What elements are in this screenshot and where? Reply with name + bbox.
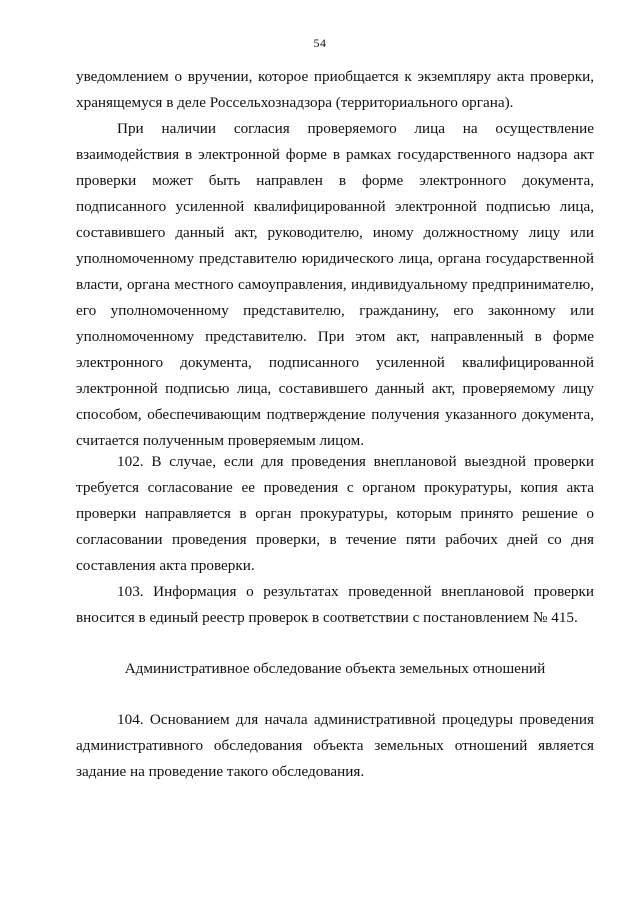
paragraph-text: 103. Информация о результатах проведенной внеплановой проверки вносится в единый реестр проверок в соответствии с постановлением № 415. [76,583,594,626]
paragraph-text: 104. Основанием для начала административной процедуры проведения административного обследования объекта земельных отношений является задание на проведение такого обследования. [76,711,594,780]
paragraph-text: При наличии согласия проверяемого лица на осуществление взаимодействия в электронной форме в рамках государственного надзора акт проверки может быть направлен в форме электронного документа, подписанного усиленной квалифицированной электронной подписью лица, составившего данный акт, руководителю, иному должностному лицу или уполномоченному представителю юридического лица, органа государственной власти, органа местного самоуправления, индивидуальному предпринимателю, его уполномоченному представителю, гражданину, его законному или уполномоченному представителю. При этом акт, направленный в форме электронного документа, подписанного усиленной квалифицированной электронной подписью лица, составившего данный акт, проверяемому лицу способом, обеспечивающим подтверждение получения указанного документа, считается полученным проверяемым лицом. [76,120,594,449]
page-number: 54 [313,36,327,50]
section-heading: Административное обследование объекта земельных отношений [124,660,546,677]
paragraph-electronic-act [76,116,594,454]
paragraph-104 [76,707,594,785]
paragraph-102 [76,449,594,579]
paragraph-103 [76,579,594,631]
paragraph-text: 102. В случае, если для проведения внеплановой выездной проверки требуется согласование ее проведения с органом прокуратуры, копия акта проверки направляется в орган прокуратуры, которым принято решение о согласовании проведения проверки, в течение пяти рабочих дней со дня составления акта проверки. [76,453,594,574]
paragraph-continuation [76,64,594,116]
paragraph-text: уведомлением о вручении, которое приобщается к экземпляру акта проверки, хранящемуся в деле Россельхознадзора (территориального органа). [76,68,594,111]
